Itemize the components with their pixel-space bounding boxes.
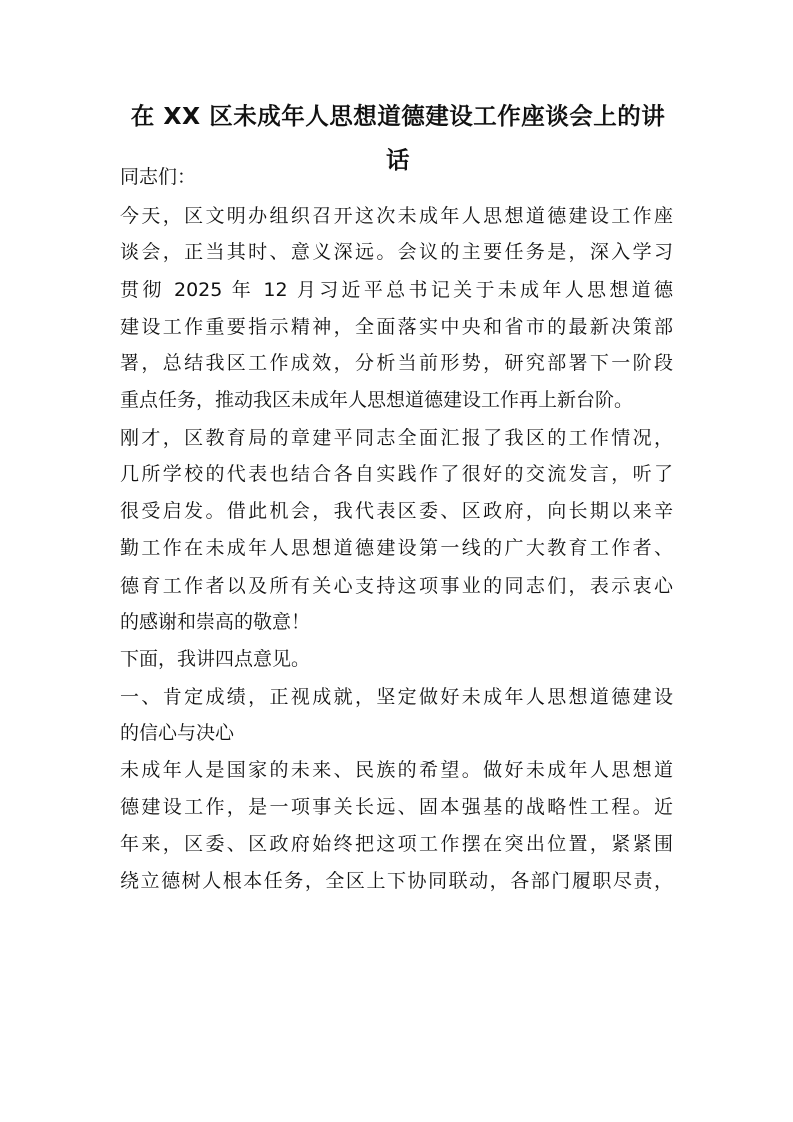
paragraph-line: 刚才，区教育局的章建平同志全面汇报了我区的工作情况，	[120, 427, 673, 449]
paragraph-line: 重点任务，推动我区未成年人思想道德建设工作再上新台阶。	[120, 389, 634, 411]
paragraph-line: 下面，我讲四点意见。	[120, 648, 311, 670]
section-heading-line: 的信心与决心	[120, 722, 235, 744]
paragraph-line: 的感谢和崇高的敬意！	[120, 611, 311, 633]
paragraph-line: 绕立德树人根本任务，全区上下协同联动，各部门履职尽责，	[120, 870, 673, 892]
title-line-1: 在 XX 区未成年人思想道德建设工作座谈会上的讲	[130, 102, 666, 130]
paragraph-line: 谈会，正当其时、意义深远。会议的主要任务是，深入学习	[120, 241, 673, 263]
paragraph-line: 未成年人是国家的未来、民族的希望。做好未成年人思想道	[120, 759, 673, 781]
title-line-2: 话	[386, 146, 410, 174]
salutation: 同志们：	[120, 166, 197, 188]
paragraph-line: 今天，区文明办组织召开这次未成年人思想道德建设工作座	[120, 205, 673, 227]
paragraph-line: 德育工作者以及所有关心支持这项事业的同志们，表示衷心	[120, 575, 673, 597]
paragraph-line: 德建设工作，是一项事关长远、固本强基的战略性工程。近	[120, 796, 673, 818]
paragraph-line: 署，总结我区工作成效，分析当前形势，研究部署下一阶段	[120, 352, 673, 374]
section-heading-line: 一、肯定成绩，正视成就，坚定做好未成年人思想道德建设	[120, 686, 673, 708]
paragraph-line: 建设工作重要指示精神，全面落实中央和省市的最新决策部	[120, 316, 673, 338]
paragraph-line: 贯彻 2025 年 12 月习近平总书记关于未成年人思想道德	[120, 279, 673, 301]
paragraph-line: 几所学校的代表也结合各自实践作了很好的交流发言，听了	[120, 463, 673, 485]
paragraph-line: 勤工作在未成年人思想道德建设第一线的广大教育工作者、	[120, 537, 673, 559]
document-title	[120, 94, 676, 182]
paragraph-line: 年来，区委、区政府始终把这项工作摆在突出位置，紧紧围	[120, 833, 673, 855]
paragraph-line: 很受启发。借此机会，我代表区委、区政府，向长期以来辛	[120, 500, 673, 522]
